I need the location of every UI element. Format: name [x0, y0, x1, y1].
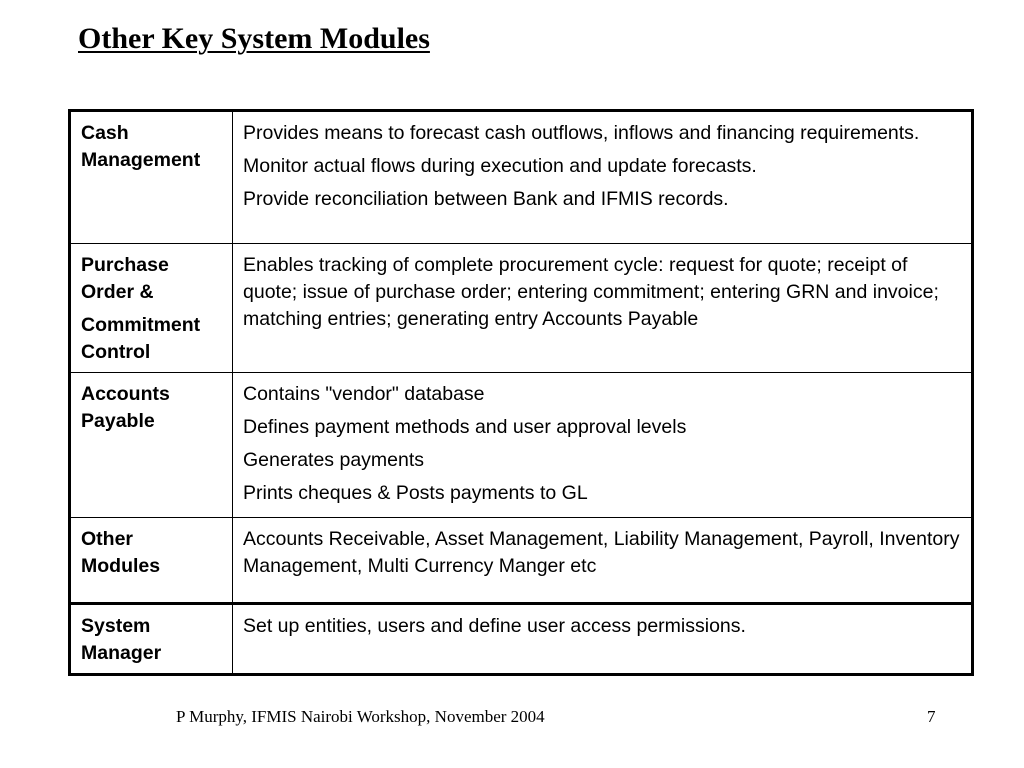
- description-paragraph: Set up entities, users and define user access permissions.: [243, 615, 746, 637]
- module-name-line: Purchase: [81, 254, 169, 276]
- module-name-cell: [70, 244, 233, 373]
- module-name-cell: [70, 604, 233, 675]
- module-name-line: Commitment: [81, 314, 201, 336]
- description-paragraph: Contains "vendor" database: [243, 383, 485, 405]
- module-description-cell: [233, 604, 973, 675]
- module-name-cell: [70, 518, 233, 604]
- description-paragraph: Prints cheques & Posts payments to GL: [243, 482, 588, 504]
- table-row-accounts-payable: [70, 373, 973, 518]
- module-description-cell: [233, 373, 973, 518]
- module-name-line: Modules: [81, 555, 161, 577]
- module-name-cell: [70, 373, 233, 518]
- description-paragraph: Enables tracking of complete procurement cycle: request for quote; receipt of quote; issue of purchase order; entering commitment; entering GRN and invoice; matching entries; generating entry Accounts Payable: [243, 254, 939, 330]
- description-paragraph: Provide reconciliation between Bank and IFMIS records.: [243, 188, 729, 210]
- footer-text: P Murphy, IFMIS Nairobi Workshop, November 2004: [176, 707, 545, 726]
- modules-table: [68, 109, 974, 676]
- module-name-line: Control: [81, 341, 151, 363]
- table-row-cash-management: [70, 111, 973, 244]
- module-name-cell: [70, 111, 233, 244]
- description-paragraph: Accounts Receivable, Asset Management, Liability Management, Payroll, Inventory Management, Multi Currency Manger etc: [243, 528, 960, 577]
- module-description-cell: [233, 518, 973, 604]
- description-paragraph: Defines payment methods and user approval levels: [243, 416, 687, 438]
- module-name-line: Accounts: [81, 383, 170, 405]
- module-description-cell: [233, 111, 973, 244]
- table-row-system-manager: [70, 604, 973, 675]
- table-row-purchase-order: [70, 244, 973, 373]
- description-paragraph: Provides means to forecast cash outflows, inflows and financing requirements.: [243, 122, 920, 144]
- slide-title: Other Key System Modules: [78, 22, 430, 55]
- module-name-line: Payable: [81, 410, 155, 432]
- description-paragraph: Monitor actual flows during execution and update forecasts.: [243, 155, 757, 177]
- module-name-line: Order &: [81, 281, 154, 303]
- table-row-other-modules: [70, 518, 973, 604]
- page-number: 7: [927, 707, 936, 726]
- module-description-cell: [233, 244, 973, 373]
- module-name-line: Management: [81, 149, 201, 171]
- module-name-line: Other: [81, 528, 134, 550]
- module-name-line: Cash: [81, 122, 129, 144]
- module-name-line: Manager: [81, 642, 162, 664]
- module-name-line: System: [81, 615, 151, 637]
- description-paragraph: Generates payments: [243, 449, 425, 471]
